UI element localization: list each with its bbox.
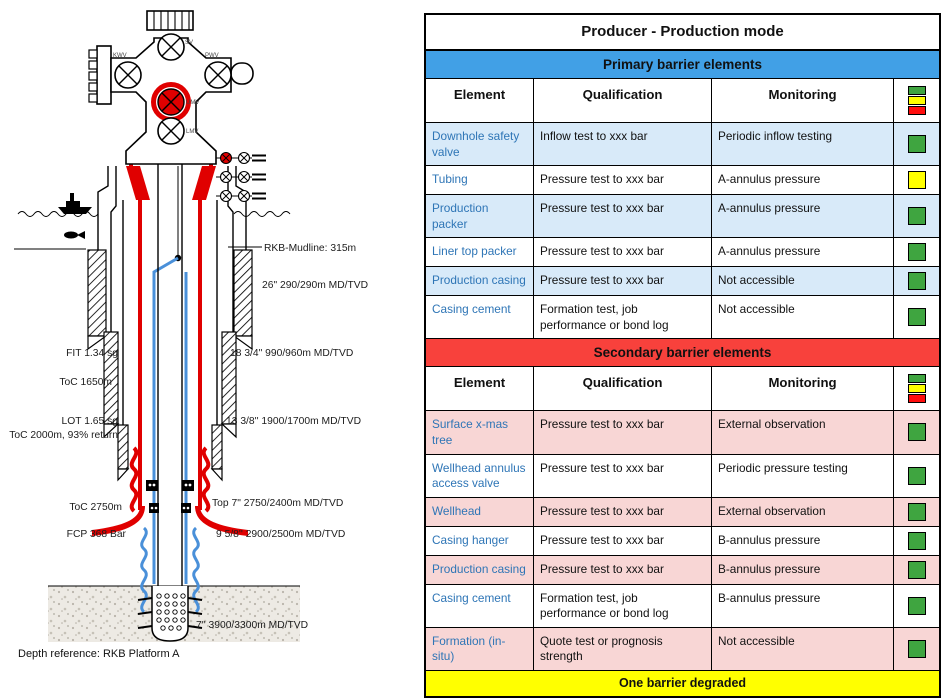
element-cell: Downhole safety valve xyxy=(426,123,534,165)
element-cell: Production casing xyxy=(426,556,534,584)
table-row xyxy=(426,238,939,267)
table-row xyxy=(426,585,939,628)
annulus-valve-row xyxy=(216,153,266,164)
monitoring-cell: A-annulus pressure xyxy=(712,238,894,266)
monitoring-cell: Not accessible xyxy=(712,628,894,670)
status-indicator xyxy=(908,135,926,153)
production-casing-label: 9 5/8'' 2900/2500m MD/TVD xyxy=(216,529,346,540)
sv-label: SV xyxy=(185,40,194,46)
table-row xyxy=(426,556,939,585)
liner-label: 7'' 3900/3300m MD/TVD xyxy=(196,620,309,631)
side-outlet xyxy=(97,46,111,104)
boat-icon xyxy=(58,193,92,214)
element-cell: Liner top packer xyxy=(426,238,534,266)
qualification-cell: Pressure test to xxx bar xyxy=(534,267,712,295)
element-cell: Wellhead annulus access valve xyxy=(426,455,534,497)
table-row xyxy=(426,411,939,454)
table-row xyxy=(426,628,939,671)
toc-1650-label: ToC 1650m xyxy=(59,377,112,388)
monitoring-cell: B-annulus pressure xyxy=(712,585,894,627)
lmv-label: LMV xyxy=(186,129,199,135)
qualification-cell: Formation test, job performance or bond log xyxy=(534,296,712,338)
monitoring-cell: Not accessible xyxy=(712,296,894,338)
legend-red-icon xyxy=(908,394,926,403)
column-header-qualification: Qualification xyxy=(534,79,712,122)
qualification-cell: Quote test or prognosis strength xyxy=(534,628,712,670)
column-header-monitoring: Monitoring xyxy=(712,367,894,410)
status-indicator xyxy=(908,171,926,189)
element-cell: Casing hanger xyxy=(426,527,534,555)
table-row xyxy=(426,267,939,296)
sea-level xyxy=(18,212,290,217)
element-cell: Production casing xyxy=(426,267,534,295)
legend-green-icon xyxy=(908,86,926,95)
secondary-column-header-row xyxy=(426,367,939,411)
element-cell: Casing cement xyxy=(426,585,534,627)
element-cell: Wellhead xyxy=(426,498,534,526)
production-wing-valve-icon xyxy=(205,62,231,88)
status-indicator xyxy=(908,467,926,485)
side-outlet-ribs xyxy=(89,50,97,102)
upper-master-valve-icon xyxy=(158,89,184,115)
status-indicator xyxy=(908,308,926,326)
pwv-label: PWV xyxy=(205,53,219,59)
monitoring-cell: A-annulus pressure xyxy=(712,166,894,194)
secondary-barrier-header: Secondary barrier elements xyxy=(426,338,939,367)
primary-column-header-row xyxy=(426,79,939,123)
fit-label: FIT 1.34 sg xyxy=(66,348,118,359)
element-cell: Production packer xyxy=(426,195,534,237)
column-header-element: Element xyxy=(426,79,534,122)
qualification-cell: Pressure test to xxx bar xyxy=(534,166,712,194)
legend-red-icon xyxy=(908,106,926,115)
monitoring-cell: Periodic inflow testing xyxy=(712,123,894,165)
toc-2750-label: ToC 2750m xyxy=(69,502,122,513)
depth-reference-caption: Depth reference: RKB Platform A xyxy=(18,648,180,660)
barrier-table xyxy=(424,13,941,698)
monitoring-cell: B-annulus pressure xyxy=(712,527,894,555)
qualification-cell: Pressure test to xxx bar xyxy=(534,238,712,266)
status-legend xyxy=(894,367,939,410)
status-indicator xyxy=(908,243,926,261)
legend-yellow-icon xyxy=(908,96,926,105)
kill-wing-valve-icon xyxy=(115,62,141,88)
table-row xyxy=(426,123,939,166)
monitoring-cell: External observation xyxy=(712,411,894,453)
legend-yellow-icon xyxy=(908,384,926,393)
qualification-cell: Pressure test to xxx bar xyxy=(534,556,712,584)
annulus-access-valves xyxy=(216,153,266,202)
qualification-cell: Inflow test to xxx bar xyxy=(534,123,712,165)
monitoring-cell: External observation xyxy=(712,498,894,526)
element-cell: Formation (in-situ) xyxy=(426,628,534,670)
status-indicator xyxy=(908,532,926,550)
annulus-valve-row xyxy=(216,191,266,202)
lot-label: LOT 1.65 sg xyxy=(61,416,118,427)
monitoring-cell: Not accessible xyxy=(712,267,894,295)
tree-cap xyxy=(147,11,193,30)
conductor-label: 26" 290/290m MD/TVD xyxy=(262,280,369,291)
surface-casing-label: 18 3/4" 990/960m MD/TVD xyxy=(230,348,354,359)
table-title: Producer - Production mode xyxy=(426,15,939,51)
status-indicator xyxy=(908,640,926,658)
intermediate-casing-label: 13 3/8'' 1900/1700m MD/TVD xyxy=(226,416,362,427)
well-schematic xyxy=(0,0,420,662)
table-row xyxy=(426,498,939,527)
xmas-tree xyxy=(89,11,253,164)
surface-casing xyxy=(104,332,236,437)
toc-2000-label: ToC 2000m, 93% return xyxy=(9,430,118,441)
status-legend xyxy=(894,79,939,122)
top-liner-label: Top 7" 2750/2400m MD/TVD xyxy=(212,498,344,509)
qualification-cell: Pressure test to xxx bar xyxy=(534,498,712,526)
table-row xyxy=(426,455,939,498)
table-row xyxy=(426,195,939,238)
primary-barrier-header: Primary barrier elements xyxy=(426,50,939,79)
legend-green-icon xyxy=(908,374,926,383)
secondary-barrier-envelope xyxy=(142,166,199,612)
element-cell: Surface x-mas tree xyxy=(426,411,534,453)
fish-icon xyxy=(64,231,85,239)
table-row xyxy=(426,296,939,339)
table-row xyxy=(426,527,939,556)
qualification-cell: Pressure test to xxx bar xyxy=(534,527,712,555)
status-indicator xyxy=(908,503,926,521)
status-indicator xyxy=(908,597,926,615)
kwv-label: KWV xyxy=(113,53,127,59)
qualification-cell: Pressure test to xxx bar xyxy=(534,195,712,237)
monitoring-cell: Periodic pressure testing xyxy=(712,455,894,497)
rkb-mudline-label: RKB-Mudline: 315m xyxy=(264,243,357,254)
element-cell: Casing cement xyxy=(426,296,534,338)
monitoring-cell: B-annulus pressure xyxy=(712,556,894,584)
status-indicator xyxy=(908,561,926,579)
monitoring-cell: A-annulus pressure xyxy=(712,195,894,237)
qualification-cell: Formation test, job performance or bond log xyxy=(534,585,712,627)
status-indicator xyxy=(908,423,926,441)
intermediate-casing xyxy=(118,425,222,480)
table-row xyxy=(426,166,939,195)
status-indicator xyxy=(908,207,926,225)
lower-master-valve-icon xyxy=(158,118,184,144)
column-header-monitoring: Monitoring xyxy=(712,79,894,122)
annulus-valve-row xyxy=(216,172,266,183)
degraded-banner: One barrier degraded xyxy=(426,671,939,696)
status-indicator xyxy=(908,272,926,290)
column-header-qualification: Qualification xyxy=(534,367,712,410)
umv-label: UMV xyxy=(186,100,200,106)
fcp-label: FCP 368 Bar xyxy=(66,529,126,540)
flowline-stub xyxy=(231,63,253,84)
qualification-cell: Pressure test to xxx bar xyxy=(534,455,712,497)
element-cell: Tubing xyxy=(426,166,534,194)
qualification-cell: Pressure test to xxx bar xyxy=(534,411,712,453)
swab-valve-icon xyxy=(158,34,184,60)
column-header-element: Element xyxy=(426,367,534,410)
